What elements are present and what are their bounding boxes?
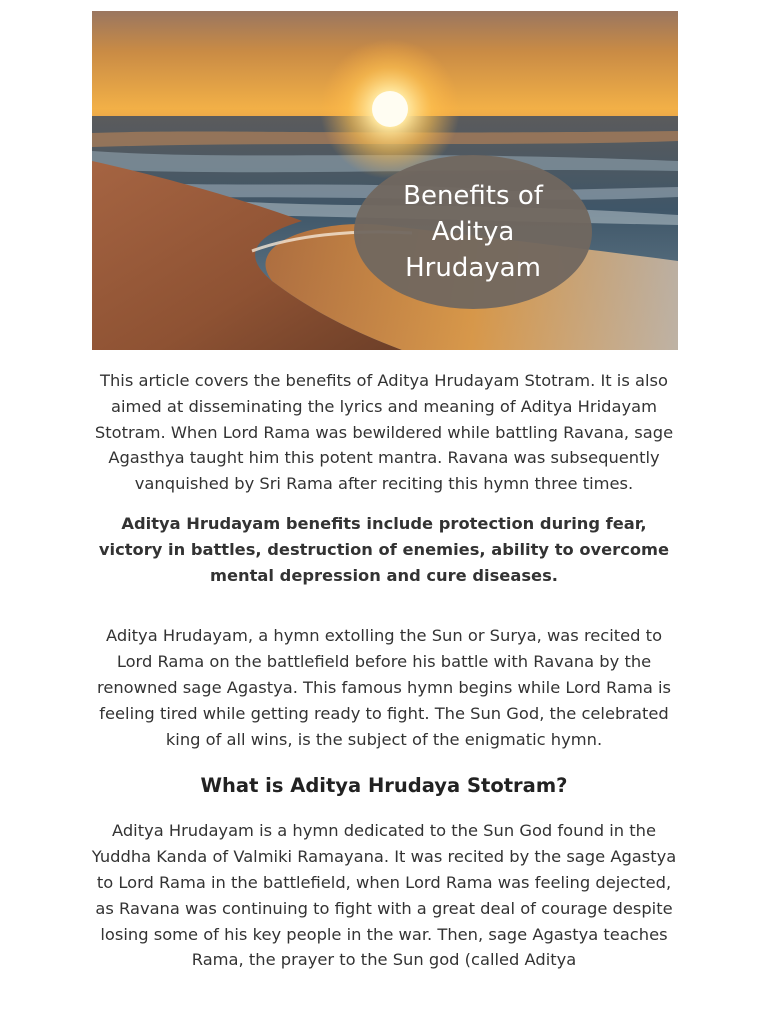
benefits-summary: Aditya Hrudayam benefits include protection during fear, victory in battles, destruction of enemies, ability to overcome mental depression and cure diseases.	[98, 513, 670, 585]
article-body	[88, 368, 680, 973]
section-heading: What is Aditya Hrudaya Stotram?	[200, 774, 568, 798]
hero-image	[92, 11, 678, 350]
hymn-description-paragraph: Aditya Hrudayam, a hymn extolling the Sun or Surya, was recited to Lord Rama on the battlefield before his battle with Ravana by the renowned sage Agastya. This famous hymn begins while Lord Rama is feeling tired while getting ready to fight. The Sun God, the celebrated king of all wins, is the subject of the enigmatic hymn.	[97, 626, 671, 749]
section-paragraph: Aditya Hrudayam is a hymn dedicated to the Sun God found in the Yuddha Kanda of Valmiki Ramayana. It was recited by the sage Agastya to Lord Rama in the battlefield, when Lord Rama was feeling dejected, as Ravana was continuing to fight with a great deal of courage despite losing some of his key people in the war. Then, sage Agastya teaches Rama, the prayer to the Sun god (called Aditya	[91, 821, 677, 970]
intro-paragraph: This article covers the benefits of Aditya Hrudayam Stotram. It is also aimed at disseminating the lyrics and meaning of Aditya Hridayam Stotram. When Lord Rama was bewildered while battling Ravana, sage Agasthya taught him this potent mantra. Ravana was subsequently vanquished by Sri Rama after reciting this hymn three times.	[94, 371, 674, 494]
hero-title-badge	[354, 155, 592, 309]
hero-title: Benefits of Aditya Hrudayam	[403, 181, 543, 283]
